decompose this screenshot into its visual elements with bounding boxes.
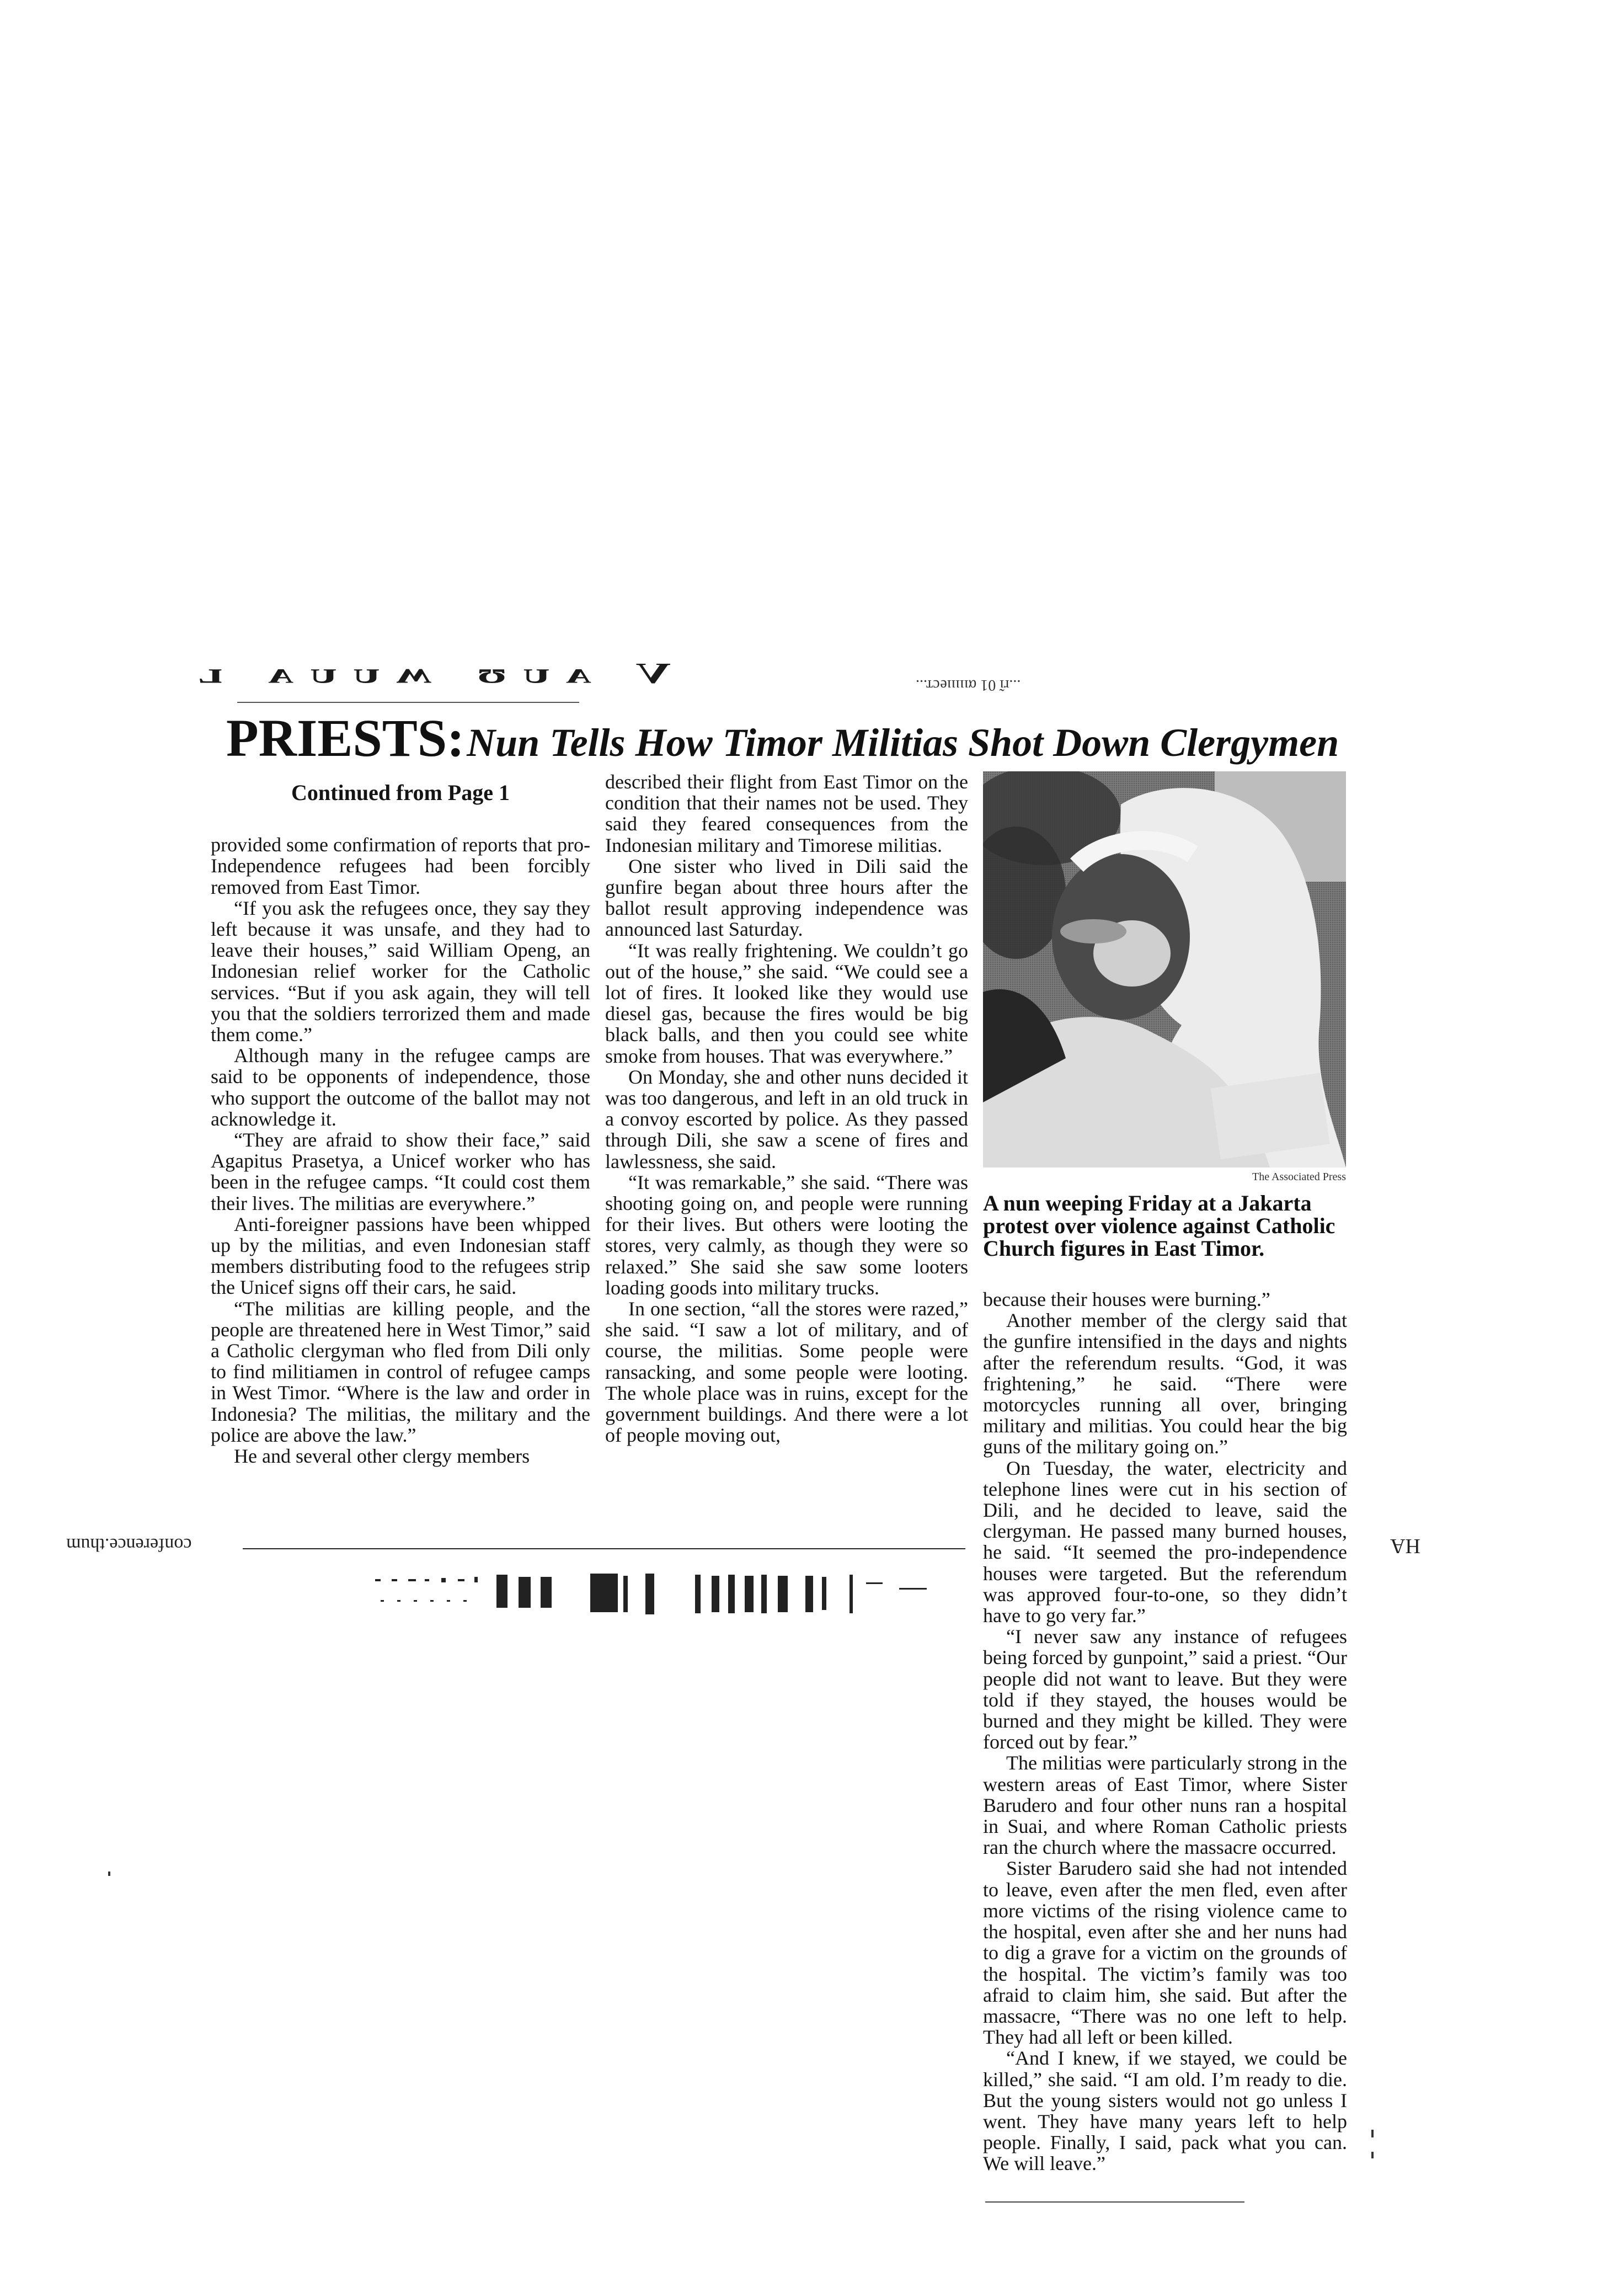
article-column-2	[605, 771, 968, 1446]
article-column-3	[983, 1289, 1347, 2174]
photo-nun-weeping	[983, 771, 1346, 1167]
article-end-rule	[985, 2201, 1244, 2203]
photo-credit: The Associated Press	[1252, 1171, 1346, 1183]
paragraph: He and several other clergy members	[234, 1445, 530, 1468]
paragraph: In one section, “all the stores were razed,” she said. “I saw a lot of military, and of course, the militias. Some people were ransacking, and some people were looting. The whole place was in ruins, except for the government buildings. And there were a lot of people moving out,	[605, 1298, 968, 1447]
scan-artifact-strip	[353, 1571, 960, 1615]
mirrored-bleed-text-right: HA	[1390, 1534, 1420, 1558]
bleed-through-fragment: V ᴀᴜʊ ʍᴜᴜᴀ ʟ	[182, 657, 671, 690]
paragraph: “It was remarkable,” she said. “There was shooting going on, and people were running for their lives. But others were looting the stores, very calmly, as though they were so relaxed.” She said she saw some looters loading goods into military trucks.	[605, 1171, 968, 1299]
paragraph: Another member of the clergy said that the gunfire intensified in the days and nights after the referendum results. “God, it was frightening,” he said. “There were motorcycles running all over, bringing military and militias. You could hear the big guns of the military going on.”	[983, 1309, 1347, 1458]
scan-artifact	[353, 1571, 960, 1615]
paragraph: “The militias are killing people, and the people are threatened here in West Timor,” said a Catholic clergyman who fled from Dili only to find militiamen in control of refugee camps in West Timor. “Where is the law and order in Indonesia? The militias, the military and the police are above the law.”	[211, 1297, 590, 1446]
article-column-1	[211, 782, 590, 1467]
paragraph: “If you ask the refugees once, they say they left because it was unsafe, and they had to leave their houses,” said William Openg, an Indonesian relief worker for the Catholic services. “But if you ask again, they will tell you that the soldiers terrorized them and made them come.”	[211, 897, 590, 1046]
column-end-rule	[243, 1548, 965, 1549]
paragraph: “And I knew, if we stayed, we could be killed,” she said. “I am old. I’m ready to die. But the young sisters would not go unless I went. They have many years left to help people. Finally, I said, pack what you can. We will leave.”	[983, 2047, 1347, 2175]
paragraph: Although many in the refugee camps are said to be opponents of independence, those who support the outcome of the ballot may not acknowledge it.	[211, 1044, 590, 1130]
photo-caption: A nun weeping Friday at a Jakarta protest over violence against Catholic Church figures in East Timor.	[983, 1191, 1335, 1261]
paragraph: because their houses were burning.”	[983, 1288, 1270, 1310]
paragraph: “It was really frightening. We couldn’t go out of the house,” she said. “We could see a lot of fires. It looked like they would use diesel gas, because the fires would be big black balls, and then you could see white smoke from houses. That was everywhere.”	[605, 939, 968, 1067]
headline-kicker: PRIESTS:	[226, 708, 465, 767]
paragraph: “I never saw any instance of refugees being forced by gunpoint,” said a priest. “Our people did not want to leave. But they were told if they stayed, the houses would be burned and they might be killed. They were forced out by fear.”	[983, 1625, 1347, 1753]
continued-from-label: Continued from Page 1	[291, 780, 510, 805]
paragraph: The militias were particularly strong in the western areas of East Timor, where Sister Barudero and four other nuns ran a hospital in Suai, and where Roman Catholic priests ran the church where the massacre occurred.	[983, 1752, 1347, 1859]
headline	[226, 708, 1339, 767]
stray-mark	[108, 1872, 110, 1876]
mirrored-bleed-text-left: conference.thum	[66, 1534, 192, 1555]
top-rule	[237, 702, 579, 703]
headline-deck: Nun Tells How Timor Militias Shot Down Clergymen	[467, 721, 1339, 765]
paragraph: Sister Barudero said she had not intended to leave, even after the men fled, even after more victims of the rising violence came to the hospital, even after she and her nuns had to dig a grave for a victim on the grounds of the hospital. The victim’s family was too afraid to claim him, she said. But after the massacre, “There was no one left to help. They had all left or been killed.	[983, 1857, 1347, 2049]
paragraph: described their flight from East Timor on the condition that their names not be used. They said they feared consequences from the Indonesian military and Timorese militias.	[605, 771, 968, 856]
paragraph: “They are afraid to show their face,” said Agapitus Prasetya, a Unicef worker who has been in the refugee camps. “It could cost them their lives. The militias are everywhere.”	[211, 1129, 590, 1214]
paragraph: Anti-foreigner passions have been whipped up by the militias, and even Indonesian staff members distributing food to the refugees strip the Unicef signs off their cars, he said.	[211, 1213, 590, 1299]
stray-mark	[1371, 2130, 1374, 2137]
stray-mark	[1371, 2152, 1374, 2158]
bleed-through-small-fragment: ...rĩ 01 αıııııест...	[916, 676, 1021, 694]
paragraph: On Monday, she and other nuns decided it was too dangerous, and left in an old truck in a convoy escorted by police. As they passed through Dili, she saw a scene of fires and lawlessness, she said.	[605, 1065, 968, 1172]
paragraph: On Tuesday, the water, electricity and telephone lines were cut in his section of Dili, and he decided to leave, said the clergyman. He passed many burned houses, he said. “It seemed the pro-independence houses were targeted. But the referendum was approved four-to-one, so they didn’t have to go very far.”	[983, 1457, 1347, 1627]
paragraph: provided some confirmation of reports that pro-Independence refugees had been forcibly removed from East Timor.	[211, 834, 590, 898]
news-photo	[983, 771, 1346, 1167]
paragraph: One sister who lived in Dili said the gunfire began about three hours after the ballot result approving independence was announced last Saturday.	[605, 855, 968, 941]
